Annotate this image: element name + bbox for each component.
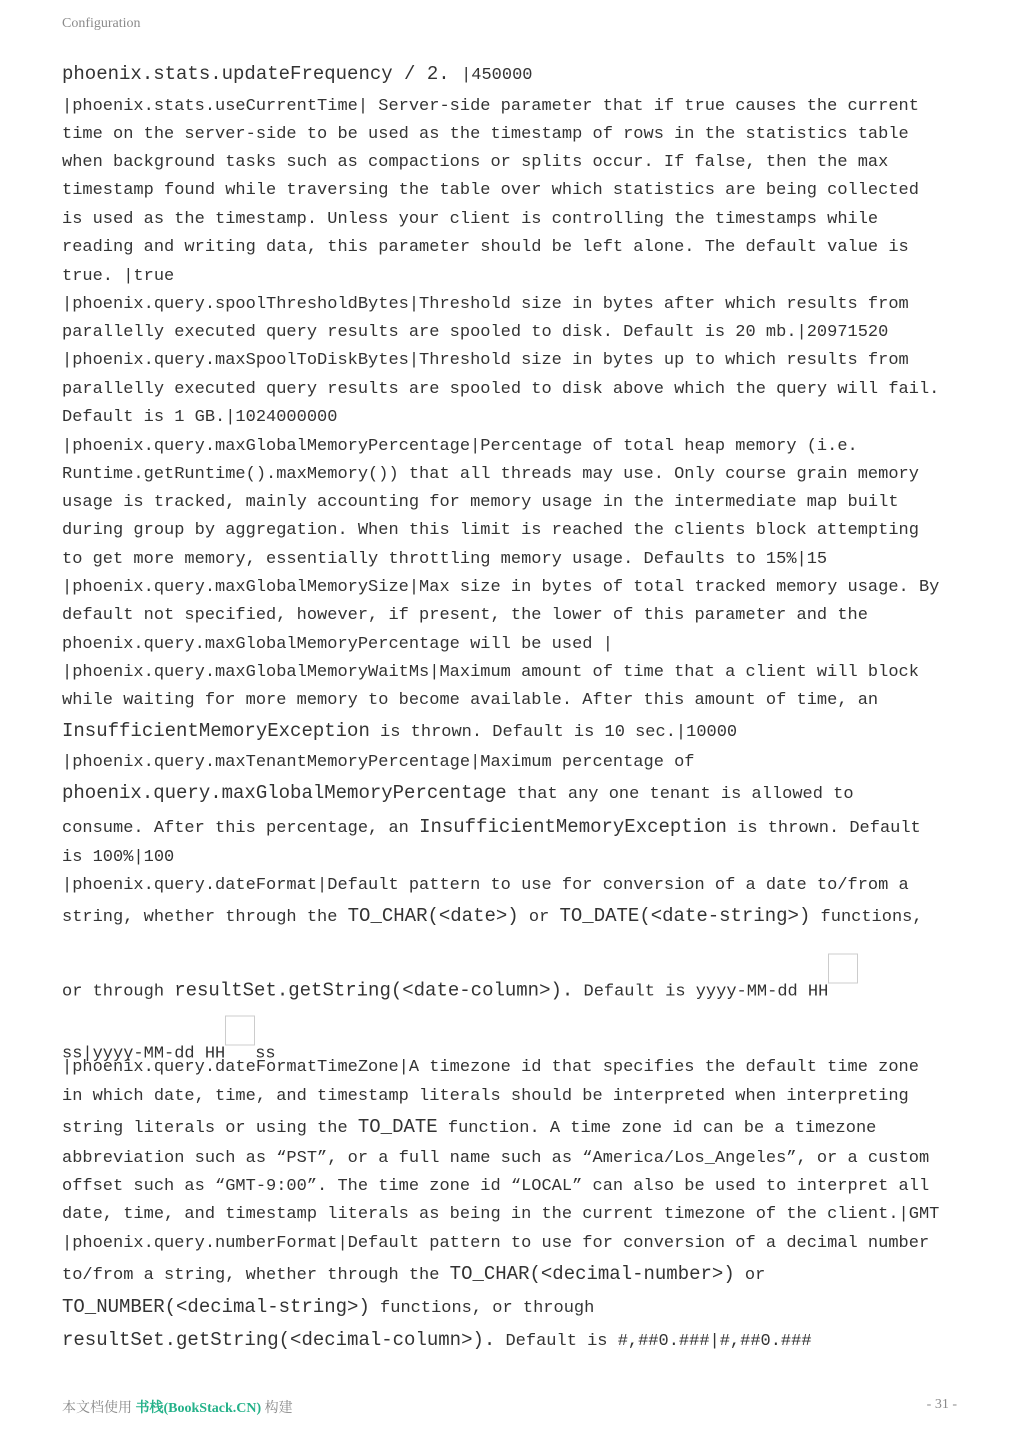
text-run: parallelly executed query results are spooled to disk. Default is 20 mb.|20971520	[62, 323, 889, 342]
text-line	[62, 351, 909, 371]
text-run: parallelly executed query results are spooled to disk above which the query will fail.	[62, 380, 940, 399]
text-run: usage is tracked, mainly accounting for memory usage in the intermediate map built	[62, 493, 899, 512]
text-run: to/from a string, whether through the	[62, 1266, 450, 1285]
text-line	[62, 1234, 929, 1254]
text-run: |phoenix.query.maxGlobalMemoryPercentage|Percentage of total heap memory (i.e.	[62, 437, 858, 456]
text-run: is thrown. Default is 10 sec.|10000	[369, 723, 738, 742]
text-run: |phoenix.query.maxTenantMemoryPercentage|Maximum percentage of	[62, 753, 695, 772]
text-line	[62, 606, 868, 626]
inline-code: phoenix.query.maxGlobalMemoryPercentage	[62, 782, 507, 804]
text-run: or	[518, 908, 560, 927]
text-line	[62, 1330, 812, 1352]
text-run: Runtime.getRuntime().maxMemory()) that all threads may use. Only course grain memory	[62, 465, 919, 484]
text-run: string, whether through the	[62, 908, 348, 927]
footer-prefix: 本文档使用	[62, 1401, 136, 1416]
text-line	[62, 521, 919, 541]
text-run: ss|yyyy-MM-dd HH	[62, 1044, 226, 1064]
text-line	[62, 64, 533, 86]
text-run: default not specified, however, if present, the lower of this parameter and the	[62, 606, 868, 625]
inline-code: InsufficientMemoryException	[62, 720, 370, 742]
page-header: Configuration	[62, 16, 141, 31]
text-line	[62, 295, 909, 315]
text-run: when background tasks such as compactions or splits occur. If false, then the max	[62, 153, 889, 172]
text-line	[62, 817, 921, 839]
text-run: offset such as “GMT-9:00”. The time zone id “LOCAL” can also be used to interpret all	[62, 1177, 930, 1196]
inline-code: TO_NUMBER(<decimal-string>)	[62, 1296, 370, 1318]
text-line	[62, 954, 858, 1003]
text-line	[62, 876, 909, 896]
inline-code: TO_CHAR(<decimal-number>)	[449, 1263, 735, 1285]
text-run: |phoenix.query.maxGlobalMemorySize|Max size in bytes of total tracked memory usage. By	[62, 578, 940, 597]
page-footer	[62, 1397, 293, 1417]
text-run: or through	[62, 982, 175, 1002]
text-run: |phoenix.query.spoolThresholdBytes|Threshold size in bytes after which results from	[62, 295, 909, 314]
inline-code: InsufficientMemoryException	[419, 816, 727, 838]
text-line	[62, 578, 939, 598]
text-run: or	[734, 1266, 766, 1285]
text-line	[62, 663, 919, 683]
text-line	[62, 97, 919, 117]
text-run: while waiting for more memory to become available. After this amount of time, an	[62, 691, 879, 710]
text-line	[62, 380, 939, 400]
text-run: Default is yyyy-MM-dd HH	[573, 982, 829, 1002]
text-run: |phoenix.query.numberFormat|Default pattern to use for conversion of a decimal number	[62, 1234, 930, 1253]
text-run: is thrown. Default	[726, 819, 921, 838]
text-line	[62, 210, 878, 230]
inline-code: resultSet.getString(<date-column>).	[174, 979, 574, 1002]
text-run: functions,	[810, 908, 923, 927]
inline-code: TO_CHAR(<date>)	[347, 905, 519, 927]
text-line	[62, 1205, 939, 1225]
text-line	[62, 408, 337, 428]
text-run: is 100%|100	[62, 848, 175, 867]
text-line	[62, 493, 899, 513]
text-line	[62, 635, 613, 655]
text-run: functions, or through	[369, 1299, 595, 1318]
text-run: in which date, time, and timestamp literals should be interpreted when interpreting	[62, 1087, 909, 1106]
text-line	[62, 906, 923, 928]
text-run: function. A time zone id can be a timezone	[437, 1119, 877, 1138]
text-run: Default is 1 GB.|1024000000	[62, 408, 338, 427]
text-run: ss	[255, 1044, 276, 1064]
text-line	[62, 465, 919, 485]
text-run: timestamp found while traversing the table over which statistics are being collected	[62, 181, 919, 200]
text-line	[62, 1264, 765, 1286]
text-run: |450000	[461, 66, 533, 85]
text-line	[62, 1149, 929, 1169]
text-line	[62, 1058, 919, 1078]
text-run: |phoenix.query.dateFormatTimeZone|A timezone id that specifies the default time zone	[62, 1058, 919, 1077]
text-line	[62, 153, 888, 173]
text-line	[62, 437, 858, 457]
text-run: |phoenix.query.maxSpoolToDiskBytes|Threshold size in bytes up to which results from	[62, 351, 909, 370]
text-line	[62, 1297, 594, 1319]
text-run: |phoenix.query.maxGlobalMemoryWaitMs|Maximum amount of time that a client will block	[62, 663, 919, 682]
text-run: is used as the timestamp. Unless your client is controlling the timestamps while	[62, 210, 879, 229]
text-run: consume. After this percentage, an	[62, 819, 420, 838]
text-line	[62, 267, 174, 287]
text-line	[62, 1117, 876, 1139]
missing-glyph-box	[828, 954, 858, 984]
text-run: abbreviation such as “PST”, or a full name such as “America/Los_Angeles”, or a custom	[62, 1149, 930, 1168]
text-line	[62, 323, 888, 343]
text-line	[62, 783, 854, 805]
text-run: during group by aggregation. When this limit is reached the clients block attempting	[62, 521, 919, 540]
text-run: |phoenix.query.dateFormat|Default pattern to use for conversion of a date to/from a	[62, 876, 909, 895]
inline-code: TO_DATE(<date-string>)	[559, 905, 811, 927]
footer-brand-link[interactable]: 书栈(BookStack.CN)	[135, 1401, 262, 1416]
text-run: that any one tenant is allowed to	[506, 785, 854, 804]
text-run: time on the server-side to be used as the timestamp of rows in the statistics table	[62, 125, 909, 144]
page-number: - 31 -	[926, 1397, 957, 1412]
text-run: date, time, and timestamp literals as being in the current timezone of the client.|GMT	[62, 1205, 940, 1224]
text-line	[62, 238, 909, 258]
text-line	[62, 753, 695, 773]
text-line	[62, 125, 909, 145]
inline-code: resultSet.getString(<decimal-column>).	[62, 1329, 496, 1351]
text-run: phoenix.query.maxGlobalMemoryPercentage will be used |	[62, 635, 613, 654]
text-line	[62, 550, 827, 570]
text-line	[62, 721, 737, 743]
text-run: Default is #,##0.###|#,##0.###	[495, 1332, 812, 1351]
text-line	[62, 1177, 929, 1197]
inline-code: phoenix.stats.updateFrequency / 2.	[62, 63, 462, 85]
missing-glyph-box	[225, 1016, 255, 1046]
text-line	[62, 1087, 909, 1107]
text-line	[62, 848, 174, 868]
text-line	[62, 181, 919, 201]
text-run: reading and writing data, this parameter should be left alone. The default value is	[62, 238, 909, 257]
text-run: string literals or using the	[62, 1119, 358, 1138]
footer-suffix: 构建	[261, 1401, 293, 1416]
text-run: to get more memory, essentially throttling memory usage. Defaults to 15%|15	[62, 550, 828, 569]
text-line	[62, 691, 878, 711]
text-run: true. |true	[62, 267, 175, 286]
text-run: |phoenix.stats.useCurrentTime| Server-side parameter that if true causes the current	[62, 97, 919, 116]
inline-code: TO_DATE	[357, 1116, 438, 1138]
